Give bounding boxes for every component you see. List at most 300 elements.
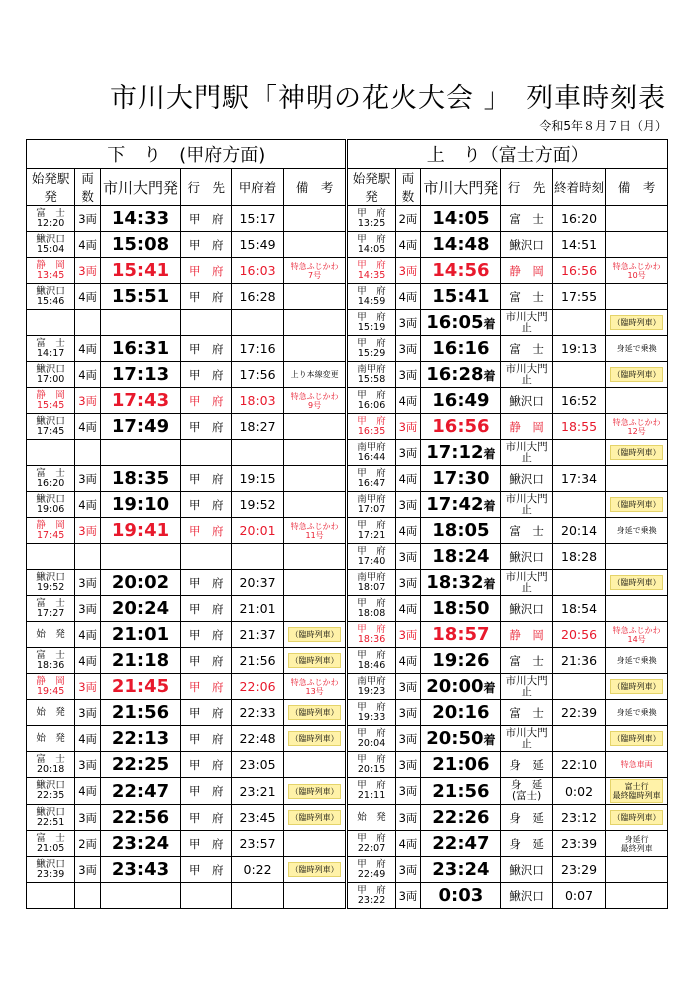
origin-cell-down: 鰍沢口 17:45: [27, 414, 75, 440]
table-row: [27, 518, 668, 544]
cars-cell-up: 3両: [395, 857, 421, 883]
note-cell-down: [283, 336, 347, 362]
note-badge: （臨時列車）: [288, 653, 342, 668]
cars-cell-down: 3両: [75, 388, 101, 414]
origin-cell-up: 甲 府 19:33: [347, 700, 395, 726]
origin-cell-up: 甲 府 16:47: [347, 466, 395, 492]
note-cell-down: [283, 648, 347, 674]
header-arrival-down: 甲府着: [232, 169, 283, 206]
departure-time: 17:49: [111, 416, 170, 437]
arrival-cell-up: 19:13: [552, 336, 605, 362]
origin-cell-up: 甲 府 14:59: [347, 284, 395, 310]
destination-cell-down: 甲 府: [181, 284, 232, 310]
note-cell-up: [606, 258, 668, 284]
note-cell-up: [606, 492, 668, 518]
departure-cell-down: [100, 362, 180, 388]
destination-cell-up: 鰍沢口: [501, 466, 552, 492]
origin-cell-up: 始 発: [347, 805, 395, 831]
note-cell-up: [606, 778, 668, 805]
cars-cell-up: 3両: [395, 726, 421, 752]
arrival-cell-up: 16:56: [552, 258, 605, 284]
origin-cell-up: 甲 府 20:15: [347, 752, 395, 778]
cars-cell-up: 4両: [395, 596, 421, 622]
destination-cell-down: 甲 府: [181, 206, 232, 232]
departure-time: 17:43: [111, 390, 170, 411]
departure-cell-down: [100, 805, 180, 831]
cars-cell-down: 3両: [75, 596, 101, 622]
departure-cell-up: [421, 778, 501, 805]
header-destination-down: 行 先: [181, 169, 232, 206]
table-row: [27, 857, 668, 883]
header-cars-down: 両数: [75, 169, 101, 206]
cars-cell-down: 3両: [75, 674, 101, 700]
destination-cell-down: 甲 府: [181, 570, 232, 596]
header-arrival-up: 終着時刻: [552, 169, 605, 206]
departure-cell-up: [421, 310, 501, 336]
arrival-cell-up: [552, 362, 605, 388]
arrival-cell-up: [552, 440, 605, 466]
departure-time: 22:25: [111, 754, 170, 775]
note-cell-down: [283, 362, 347, 388]
departure-cell-up: [421, 336, 501, 362]
note-cell-down: [283, 206, 347, 232]
header-departure-up: 市川大門発: [421, 169, 501, 206]
issue-date: 令和5年８月７日（月）: [539, 119, 667, 133]
table-row: [27, 674, 668, 700]
destination-cell-up: 鰍沢口: [501, 232, 552, 258]
departure-time: 21:56: [432, 780, 490, 802]
destination-cell-up: 市川大門 止: [501, 674, 552, 700]
cars-cell-up: 4両: [395, 388, 421, 414]
empty-cell-down: [75, 544, 101, 570]
arrival-cell-up: 22:10: [552, 752, 605, 778]
note-cell-up: [606, 310, 668, 336]
cars-cell-up: 3両: [395, 752, 421, 778]
destination-cell-up: 富 士: [501, 518, 552, 544]
empty-cell-down: [75, 883, 101, 909]
destination-cell-down: 甲 府: [181, 466, 232, 492]
note-cell-down: [283, 284, 347, 310]
note-text: 身延で乗換: [616, 526, 657, 535]
departure-cell-down: [100, 778, 180, 805]
departure-cell-down: [100, 414, 180, 440]
cars-cell-down: 4両: [75, 232, 101, 258]
note-cell-up: [606, 388, 668, 414]
destination-cell-down: 甲 府: [181, 492, 232, 518]
cars-cell-up: 4両: [395, 831, 421, 857]
departure-time: 18:35: [111, 468, 170, 489]
empty-cell-down: [181, 883, 232, 909]
destination-cell-up: 富 士: [501, 206, 552, 232]
empty-cell-down: [232, 310, 283, 336]
cars-cell-down: 4両: [75, 284, 101, 310]
destination-cell-up: 静 岡: [501, 414, 552, 440]
note-cell-down: [283, 726, 347, 752]
arrival-cell-up: 21:36: [552, 648, 605, 674]
note-badge: （臨時列車）: [610, 679, 663, 694]
origin-cell-up: 甲 府 23:22: [347, 883, 395, 909]
empty-cell-down: [27, 310, 75, 336]
table-row: [27, 232, 668, 258]
origin-cell-up: 南甲府 16:44: [347, 440, 395, 466]
departure-time: 22:56: [111, 807, 170, 828]
empty-cell-down: [100, 310, 180, 336]
destination-cell-up: 身 延: [501, 805, 552, 831]
header-cars-up: 両数: [395, 169, 421, 206]
note-cell-up: [606, 674, 668, 700]
origin-cell-up: 甲 府 15:19: [347, 310, 395, 336]
arrival-cell-down: 16:28: [232, 284, 283, 310]
arrival-cell-up: 14:51: [552, 232, 605, 258]
destination-cell-down: 甲 府: [181, 622, 232, 648]
departure-cell-up: [421, 805, 501, 831]
note-text: 特急車両: [620, 760, 653, 769]
origin-cell-up: 甲 府 22:07: [347, 831, 395, 857]
destination-cell-up: 身 延: [501, 752, 552, 778]
departure-cell-down: [100, 492, 180, 518]
departure-time: 14:48: [432, 234, 490, 255]
cars-cell-up: 4両: [395, 648, 421, 674]
departure-time: 19:10: [111, 494, 170, 515]
note-cell-up: [606, 752, 668, 778]
departure-time: 23:43: [111, 859, 170, 880]
departure-time: 14:56: [432, 260, 490, 281]
note-text: 特急ふじかわ 7号: [290, 261, 339, 280]
cars-cell-up: 3両: [395, 778, 421, 805]
departure-time: 17:30: [432, 468, 490, 489]
header-note-down: 備 考: [283, 169, 347, 206]
note-cell-up: [606, 414, 668, 440]
departure-time: 18:57: [432, 624, 490, 645]
arrival-cell-down: 23:21: [232, 778, 283, 805]
table-row: [27, 284, 668, 310]
note-badge: （臨時列車）: [610, 315, 663, 330]
departure-cell-up: [421, 414, 501, 440]
origin-cell-down: 富 士 18:36: [27, 648, 75, 674]
arrival-mark: 着: [483, 447, 496, 461]
note-cell-up: [606, 726, 668, 752]
origin-cell-down: 静 岡 13:45: [27, 258, 75, 284]
departure-cell-up: [421, 831, 501, 857]
table-row: [27, 492, 668, 518]
arrival-cell-down: 19:15: [232, 466, 283, 492]
table-row: [27, 336, 668, 362]
header-note-up: 備 考: [606, 169, 668, 206]
note-cell-down: [283, 414, 347, 440]
departure-cell-up: [421, 544, 501, 570]
note-cell-down: [283, 232, 347, 258]
departure-time: 21:56: [111, 702, 170, 723]
cars-cell-down: 3両: [75, 570, 101, 596]
departure-cell-up: [421, 492, 501, 518]
destination-cell-down: 甲 府: [181, 778, 232, 805]
table-row: [27, 726, 668, 752]
departure-cell-up: [421, 883, 501, 909]
cars-cell-down: 4両: [75, 648, 101, 674]
note-cell-up: [606, 336, 668, 362]
cars-cell-up: 3両: [395, 883, 421, 909]
arrival-cell-up: 16:20: [552, 206, 605, 232]
note-badge: （臨時列車）: [610, 367, 663, 382]
origin-cell-down: 富 士 20:18: [27, 752, 75, 778]
departure-cell-up: [421, 466, 501, 492]
origin-cell-down: 富 士 17:27: [27, 596, 75, 622]
note-badge: （臨時列車）: [288, 810, 342, 825]
origin-cell-down: 始 発: [27, 726, 75, 752]
arrival-cell-down: 19:52: [232, 492, 283, 518]
arrival-cell-down: 21:56: [232, 648, 283, 674]
destination-cell-up: 富 士: [501, 336, 552, 362]
cars-cell-up: 3両: [395, 570, 421, 596]
departure-time: 16:16: [432, 338, 490, 359]
departure-time: 18:50: [432, 598, 490, 619]
origin-cell-down: 富 士 16:20: [27, 466, 75, 492]
cars-cell-up: 3両: [395, 336, 421, 362]
note-cell-up: [606, 232, 668, 258]
cars-cell-down: 3両: [75, 805, 101, 831]
header-origin-down: 始発駅発: [27, 169, 75, 206]
cars-cell-up: 3両: [395, 414, 421, 440]
arrival-cell-up: 16:52: [552, 388, 605, 414]
table-row: [27, 752, 668, 778]
departure-time: 22:13: [111, 728, 170, 749]
empty-cell-down: [100, 883, 180, 909]
note-text: 特急ふじかわ 11号: [290, 521, 339, 540]
empty-cell-down: [283, 544, 347, 570]
cars-cell-up: 3両: [395, 440, 421, 466]
departure-time: 18:32: [426, 572, 484, 593]
origin-cell-down: 鰍沢口 22:51: [27, 805, 75, 831]
destination-cell-down: 甲 府: [181, 700, 232, 726]
departure-cell-down: [100, 857, 180, 883]
departure-time: 20:00: [426, 676, 484, 697]
header-destination-up: 行 先: [501, 169, 552, 206]
cars-cell-down: 4両: [75, 726, 101, 752]
departure-cell-up: [421, 388, 501, 414]
cars-cell-down: 4両: [75, 622, 101, 648]
departure-cell-up: [421, 284, 501, 310]
departure-cell-down: [100, 336, 180, 362]
arrival-cell-down: 18:27: [232, 414, 283, 440]
note-cell-down: [283, 622, 347, 648]
note-text: 身延で乗換: [616, 708, 657, 717]
departure-time: 20:24: [111, 598, 170, 619]
cars-cell-down: 3両: [75, 518, 101, 544]
note-badge: （臨時列車）: [288, 784, 342, 799]
table-row: [27, 466, 668, 492]
departure-time: 18:24: [432, 546, 490, 567]
arrival-mark: 着: [483, 577, 496, 591]
table-row: [27, 596, 668, 622]
origin-cell-up: 南甲府 17:07: [347, 492, 395, 518]
departure-time: 15:08: [111, 234, 170, 255]
empty-cell-down: [181, 440, 232, 466]
note-cell-down: [283, 388, 347, 414]
departure-time: 17:12: [426, 442, 484, 463]
empty-cell-down: [27, 883, 75, 909]
arrival-cell-up: [552, 492, 605, 518]
arrival-cell-up: 20:14: [552, 518, 605, 544]
origin-cell-down: 鰍沢口 19:06: [27, 492, 75, 518]
cars-cell-up: 3両: [395, 492, 421, 518]
departure-time: 22:47: [111, 780, 170, 802]
note-cell-up: [606, 206, 668, 232]
destination-cell-up: 静 岡: [501, 258, 552, 284]
empty-cell-down: [232, 883, 283, 909]
arrival-mark: 着: [483, 681, 496, 695]
destination-cell-down: 甲 府: [181, 752, 232, 778]
destination-cell-down: 甲 府: [181, 336, 232, 362]
header-origin-up: 始発駅発: [347, 169, 395, 206]
departure-time: 17:13: [111, 364, 170, 385]
origin-cell-up: 南甲府 19:23: [347, 674, 395, 700]
table-row: [27, 544, 668, 570]
cars-cell-up: 3両: [395, 310, 421, 336]
cars-cell-down: 3両: [75, 466, 101, 492]
departure-time: 16:05: [426, 312, 484, 333]
destination-cell-up: 市川大門 止: [501, 440, 552, 466]
arrival-cell-up: 23:39: [552, 831, 605, 857]
origin-cell-up: 甲 府 17:21: [347, 518, 395, 544]
departure-cell-down: [100, 700, 180, 726]
origin-cell-down: 鰍沢口 19:52: [27, 570, 75, 596]
origin-cell-down: 鰍沢口 22:35: [27, 778, 75, 805]
cars-cell-up: 3両: [395, 700, 421, 726]
table-row: [27, 206, 668, 232]
note-cell-down: [283, 492, 347, 518]
note-badge: （臨時列車）: [288, 862, 342, 877]
arrival-cell-up: 17:55: [552, 284, 605, 310]
table-row: [27, 258, 668, 284]
departure-time: 15:51: [111, 286, 170, 307]
departure-cell-up: [421, 752, 501, 778]
note-text: 特急ふじかわ 13号: [290, 677, 339, 696]
departure-time: 14:33: [111, 208, 170, 229]
arrival-cell-up: 22:39: [552, 700, 605, 726]
arrival-cell-down: 20:37: [232, 570, 283, 596]
timetable: [26, 139, 668, 909]
empty-cell-down: [75, 310, 101, 336]
arrival-cell-down: 17:16: [232, 336, 283, 362]
arrival-cell-down: 23:05: [232, 752, 283, 778]
origin-cell-down: 富 士 14:17: [27, 336, 75, 362]
arrival-cell-up: 0:07: [552, 883, 605, 909]
destination-cell-down: 甲 府: [181, 596, 232, 622]
departure-cell-up: [421, 857, 501, 883]
departure-time: 16:49: [432, 390, 490, 411]
arrival-cell-down: 17:56: [232, 362, 283, 388]
departure-cell-down: [100, 388, 180, 414]
empty-cell-down: [283, 440, 347, 466]
destination-cell-down: 甲 府: [181, 232, 232, 258]
origin-cell-down: 富 士 21:05: [27, 831, 75, 857]
arrival-mark: 着: [483, 317, 496, 331]
note-badge: （臨時列車）: [288, 627, 342, 642]
empty-cell-down: [100, 544, 180, 570]
note-cell-up: [606, 831, 668, 857]
note-cell-down: [283, 857, 347, 883]
note-badge: （臨時列車）: [288, 705, 342, 720]
cars-cell-up: 3両: [395, 258, 421, 284]
destination-cell-down: 甲 府: [181, 857, 232, 883]
note-text: 上り本線変更: [290, 370, 339, 379]
cars-cell-up: 4両: [395, 284, 421, 310]
origin-cell-up: 甲 府 14:35: [347, 258, 395, 284]
note-cell-up: [606, 544, 668, 570]
departure-time: 21:18: [111, 650, 170, 671]
note-cell-up: [606, 805, 668, 831]
note-badge: 富士行 最終臨時列車: [610, 779, 663, 803]
arrival-cell-up: 18:28: [552, 544, 605, 570]
note-cell-up: [606, 596, 668, 622]
note-cell-down: [283, 518, 347, 544]
departure-time: 16:31: [111, 338, 170, 359]
origin-cell-up: 南甲府 15:58: [347, 362, 395, 388]
arrival-cell-up: 23:29: [552, 857, 605, 883]
origin-cell-down: 始 発: [27, 622, 75, 648]
arrival-cell-down: 20:01: [232, 518, 283, 544]
origin-cell-up: 甲 府 18:46: [347, 648, 395, 674]
table-row: [27, 388, 668, 414]
departure-cell-down: [100, 596, 180, 622]
origin-cell-down: 静 岡 15:45: [27, 388, 75, 414]
destination-cell-down: 甲 府: [181, 726, 232, 752]
origin-cell-down: 鰍沢口 23:39: [27, 857, 75, 883]
destination-cell-up: 静 岡: [501, 622, 552, 648]
arrival-cell-down: 22:06: [232, 674, 283, 700]
table-row: [27, 440, 668, 466]
table-row: [27, 648, 668, 674]
note-cell-up: [606, 518, 668, 544]
departure-cell-down: [100, 466, 180, 492]
table-row: [27, 700, 668, 726]
cars-cell-down: 3両: [75, 752, 101, 778]
arrival-cell-down: 22:48: [232, 726, 283, 752]
note-text: 身延行 最終列車: [620, 834, 653, 853]
origin-cell-up: 甲 府 20:04: [347, 726, 395, 752]
table-row: [27, 778, 668, 805]
departure-cell-up: [421, 700, 501, 726]
arrival-cell-down: 15:17: [232, 206, 283, 232]
empty-cell-down: [27, 544, 75, 570]
departure-cell-down: [100, 570, 180, 596]
departure-time: 20:16: [432, 702, 490, 723]
origin-cell-up: 南甲府 18:07: [347, 570, 395, 596]
table-row: [27, 414, 668, 440]
departure-time: 16:56: [432, 416, 490, 437]
cars-cell-down: 2両: [75, 831, 101, 857]
note-cell-down: [283, 752, 347, 778]
direction-up: 上 り（富士方面）: [347, 140, 668, 169]
departure-time: 15:41: [432, 286, 490, 307]
table-row: [27, 310, 668, 336]
departure-time: 0:03: [438, 885, 484, 906]
destination-cell-up: 鰍沢口: [501, 388, 552, 414]
origin-cell-up: 甲 府 21:11: [347, 778, 395, 805]
arrival-cell-up: 17:34: [552, 466, 605, 492]
departure-cell-down: [100, 831, 180, 857]
destination-cell-up: 鰍沢口: [501, 883, 552, 909]
origin-cell-up: 甲 府 14:05: [347, 232, 395, 258]
destination-cell-up: 身 延: [501, 831, 552, 857]
departure-cell-down: [100, 232, 180, 258]
destination-cell-up: 市川大門 止: [501, 492, 552, 518]
note-text: 特急ふじかわ 12号: [612, 417, 661, 436]
departure-time: 23:24: [111, 833, 170, 854]
departure-time: 23:24: [432, 859, 490, 880]
note-text: 特急ふじかわ 14号: [612, 625, 661, 644]
origin-cell-down: 富 士 12:20: [27, 206, 75, 232]
